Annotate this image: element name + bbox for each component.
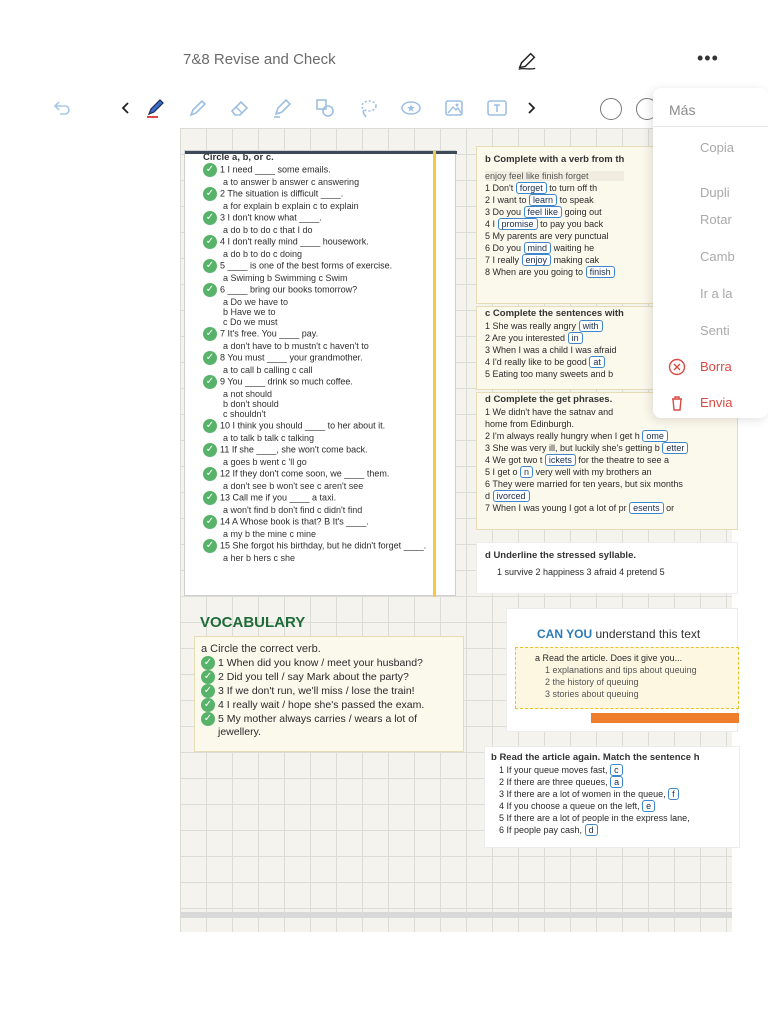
read-b-line bbox=[499, 789, 700, 799]
grammar-question-text: 1 I need ____ some emails. bbox=[220, 164, 331, 175]
check-icon: ✓ bbox=[203, 351, 217, 365]
check-icon: ✓ bbox=[203, 235, 217, 249]
stress-exercise bbox=[485, 551, 665, 577]
chevron-right-icon[interactable] bbox=[519, 96, 543, 120]
grammar-options: a to call b calling c call bbox=[223, 365, 313, 375]
menu-item-duplicate[interactable]: Dupli bbox=[700, 185, 730, 200]
trash-icon bbox=[668, 394, 686, 412]
check-icon: ✓ bbox=[203, 375, 217, 389]
grammar-options: a Do we have to bbox=[223, 297, 289, 307]
exercise-b-line bbox=[485, 231, 624, 241]
exercise-b-line bbox=[485, 255, 624, 265]
exercise-b-header: b Complete with a verb from th bbox=[485, 154, 625, 165]
grammar-question bbox=[203, 235, 426, 249]
exercise-d-suffix: or bbox=[666, 503, 675, 513]
read-b-answer-field[interactable]: c bbox=[610, 764, 623, 776]
menu-divider bbox=[653, 126, 768, 127]
notebook-page[interactable] bbox=[180, 128, 732, 932]
menu-item-direction[interactable]: Senti bbox=[700, 323, 730, 338]
exercise-d-answer-field[interactable]: ome bbox=[642, 430, 668, 442]
stress-card bbox=[476, 542, 738, 594]
exercise-b-prefix: 6 Do you bbox=[485, 243, 522, 253]
grammar-options: c shouldn't bbox=[223, 409, 266, 419]
grammar-question bbox=[203, 515, 426, 529]
check-icon: ✓ bbox=[203, 491, 217, 505]
read-b-line-text: 3 If there are a lot of women in the queue, bbox=[499, 789, 666, 799]
can-you-bold: CAN YOU bbox=[537, 627, 593, 641]
read-b-answer-field[interactable]: a bbox=[610, 776, 623, 788]
read-b-header: b Read the article again. Match the sentence h bbox=[491, 752, 700, 763]
exercise-d-line bbox=[485, 419, 688, 429]
exercise-b bbox=[485, 155, 624, 277]
exercise-c-line bbox=[485, 357, 624, 367]
exercise-d-line bbox=[485, 479, 688, 489]
exercise-d-answer-field[interactable]: ivorced bbox=[493, 490, 530, 502]
exercise-b-suffix: to pay you back bbox=[540, 219, 604, 229]
exercise-b-answer-field[interactable]: promise bbox=[498, 218, 538, 230]
exercise-d-suffix: very well with my brothers an bbox=[535, 467, 652, 477]
exercise-c-prefix: 5 Eating too many sweets and b bbox=[485, 369, 614, 379]
grammar-options: a not should bbox=[223, 389, 273, 399]
grammar-options: a to talk b talk c talking bbox=[223, 433, 315, 443]
vocabulary-title: VOCABULARY bbox=[200, 614, 306, 631]
grammar-question bbox=[203, 187, 426, 201]
read-b-line bbox=[499, 801, 700, 811]
exercise-d-prefix: 4 We got two t bbox=[485, 455, 543, 465]
check-icon: ✓ bbox=[201, 698, 215, 712]
exercise-b-suffix: going out bbox=[564, 207, 602, 217]
read-b-answer-field[interactable]: e bbox=[642, 800, 655, 812]
orange-bar bbox=[591, 713, 739, 723]
grammar-question-text: 2 The situation is difficult ____. bbox=[220, 188, 344, 199]
exercise-d-line bbox=[485, 431, 688, 441]
grammar-question-text: 4 I don't really mind ____ housework. bbox=[220, 236, 369, 247]
exercise-d-prefix: 5 I get o bbox=[485, 467, 518, 477]
vocabulary-card bbox=[194, 636, 464, 752]
vocabulary-line bbox=[201, 712, 424, 726]
check-icon: ✓ bbox=[203, 539, 217, 553]
grammar-options: a won't find b don't find c didn't find bbox=[223, 505, 363, 515]
grammar-question bbox=[203, 351, 426, 365]
exercise-d-answer-field[interactable]: ickets bbox=[545, 454, 576, 466]
text-box-icon[interactable] bbox=[485, 96, 509, 120]
read-b-line-text: 4 If you choose a queue on the left, bbox=[499, 801, 640, 811]
grammar-options: a her b hers c she bbox=[223, 553, 296, 563]
check-icon: ✓ bbox=[203, 259, 217, 273]
check-icon: ✓ bbox=[203, 515, 217, 529]
exercise-d-prefix: home from Edinburgh. bbox=[485, 419, 575, 429]
exercise-c-answer-field[interactable]: in bbox=[568, 332, 583, 344]
vocabulary-line bbox=[201, 726, 424, 739]
grammar-options: a goes b went c 'll go bbox=[223, 457, 307, 467]
exercise-d-answer-field[interactable]: n bbox=[520, 466, 533, 478]
grammar-question-text: 11 If she ____, she won't come back. bbox=[220, 444, 368, 455]
grammar-question bbox=[203, 443, 426, 457]
exercise-d-prefix: 1 We didn't have the satnav and bbox=[485, 407, 614, 417]
more-options-button[interactable]: ••• bbox=[697, 48, 719, 68]
delete-icon bbox=[668, 358, 686, 376]
document-title: 7&8 Revise and Check bbox=[183, 51, 336, 68]
grammar-question-text: 13 Call me if you ____ a taxi. bbox=[220, 492, 337, 503]
exercise-c-line bbox=[485, 333, 624, 343]
exercise-d-line bbox=[485, 467, 688, 477]
grammar-question-text: 3 I don't know what ____. bbox=[220, 212, 322, 223]
vocabulary-line-text: 2 Did you tell / say Mark about the party? bbox=[218, 670, 409, 683]
check-icon: ✓ bbox=[203, 187, 217, 201]
grammar-question bbox=[203, 327, 426, 341]
exercise-d-prefix: 7 When I was young I got a lot of pr bbox=[485, 503, 627, 513]
menu-item-change[interactable]: Camb bbox=[700, 249, 735, 264]
read-b-line-text: 1 If your queue moves fast, bbox=[499, 765, 608, 775]
card-side-rule bbox=[433, 151, 436, 597]
exercise-d-header: d Complete the get phrases. bbox=[485, 394, 613, 405]
menu-item-delete[interactable]: Borra bbox=[700, 359, 732, 374]
can-you-rest: understand this text bbox=[595, 627, 701, 641]
exercise-c-prefix: 3 When I was a child I was afraid bbox=[485, 345, 617, 355]
exercise-b-answer-field[interactable]: feel like bbox=[524, 206, 563, 218]
page-separator bbox=[180, 912, 732, 918]
exercise-b-line bbox=[485, 267, 624, 277]
exercise-b-line bbox=[485, 243, 624, 253]
exercise-b-wordbank: enjoy feel like finish forget bbox=[485, 171, 624, 181]
exercise-d-prefix: 3 She was very ill, but luckily she's getting b bbox=[485, 443, 660, 453]
check-icon: ✓ bbox=[201, 684, 215, 698]
exercise-b-suffix: making cak bbox=[553, 255, 600, 265]
menu-item-send[interactable]: Envia bbox=[700, 395, 733, 410]
vocabulary-line-text: 4 I really wait / hope she's passed the exam. bbox=[218, 698, 425, 711]
grammar-question-text: 8 You must ____ your grandmother. bbox=[220, 352, 363, 363]
vocabulary-exercise bbox=[201, 643, 424, 739]
exercise-c-answer-field[interactable]: at bbox=[589, 356, 605, 368]
grammar-question bbox=[203, 283, 426, 297]
exercise-d-suffix: for the theatre to see a bbox=[578, 455, 669, 465]
exercise-b-prefix: 8 When are you going to bbox=[485, 267, 584, 277]
exercise-b-line bbox=[485, 207, 624, 217]
menu-item-copy[interactable]: Copia bbox=[700, 140, 734, 155]
exercise-d-line bbox=[485, 455, 688, 465]
exercise-c-prefix: 2 Are you interested bbox=[485, 333, 566, 343]
exercise-b-prefix: 3 Do you bbox=[485, 207, 522, 217]
exercise-c-prefix: 1 She was really angry bbox=[485, 321, 577, 331]
chevron-left-icon[interactable] bbox=[114, 96, 138, 120]
can-you-option[interactable]: 2 the history of queuing bbox=[545, 677, 639, 687]
shapes-icon[interactable] bbox=[313, 96, 337, 120]
grammar-options: a don't have to b mustn't c haven't to bbox=[223, 341, 369, 351]
grammar-question-text: 10 I think you should ____ to her about it. bbox=[220, 420, 386, 431]
grammar-question bbox=[203, 467, 426, 481]
check-icon: ✓ bbox=[201, 712, 215, 726]
vocabulary-line bbox=[201, 698, 424, 712]
grammar-options: a to answer b answer c answering bbox=[223, 177, 360, 187]
grammar-questions bbox=[203, 153, 426, 563]
check-icon: ✓ bbox=[201, 670, 215, 684]
exercise-d-line bbox=[485, 491, 688, 501]
grammar-options: a do b to do c doing bbox=[223, 249, 303, 259]
read-b-card bbox=[484, 746, 740, 848]
grammar-options: a for explain b explain c to explain bbox=[223, 201, 359, 211]
grammar-header: Circle a, b, or c. bbox=[203, 152, 274, 163]
can-you-exercise bbox=[535, 653, 697, 699]
sticker-icon[interactable] bbox=[399, 96, 423, 120]
read-b-answer-field[interactable]: f bbox=[668, 788, 679, 800]
exercise-b-answer-field[interactable]: forget bbox=[516, 182, 547, 194]
exercise-d-prefix: d bbox=[485, 491, 491, 501]
stress-words: 1 survive 2 happiness 3 afraid 4 pretend 5 bbox=[497, 567, 665, 577]
grammar-question bbox=[203, 163, 426, 177]
exercise-b-answer-field[interactable]: enjoy bbox=[522, 254, 552, 266]
exercise-d-line bbox=[485, 503, 688, 513]
check-icon: ✓ bbox=[203, 283, 217, 297]
vocabulary-line bbox=[201, 684, 424, 698]
grammar-question-text: 9 You ____ drink so much coffee. bbox=[220, 376, 353, 387]
check-icon: ✓ bbox=[203, 443, 217, 457]
grammar-question bbox=[203, 539, 426, 553]
check-icon: ✓ bbox=[203, 419, 217, 433]
exercise-b-answer-field[interactable]: learn bbox=[529, 194, 557, 206]
grammar-question bbox=[203, 259, 426, 273]
context-menu bbox=[653, 88, 768, 418]
exercise-b-suffix: to turn off th bbox=[549, 183, 598, 193]
exercise-b-prefix: 2 I want to bbox=[485, 195, 527, 205]
grammar-card bbox=[184, 150, 456, 596]
eraser-icon[interactable] bbox=[228, 96, 252, 120]
grammar-question-text: 6 ____ bring our books tomorrow? bbox=[220, 284, 358, 295]
image-icon[interactable] bbox=[442, 96, 466, 120]
vocabulary-line-text: 5 My mother always carries / wears a lot of bbox=[218, 712, 417, 725]
pen-mode-icon[interactable] bbox=[516, 50, 538, 72]
exercise-b-line bbox=[485, 195, 624, 205]
check-icon: ✓ bbox=[203, 163, 217, 177]
grammar-options: a Swiming b Swimming c Swim bbox=[223, 273, 348, 283]
menu-title: Más bbox=[669, 102, 696, 118]
exercise-b-suffix: to speak bbox=[559, 195, 594, 205]
exercise-c-answer-field[interactable]: with bbox=[579, 320, 603, 332]
grammar-question-text: 15 She forgot his birthday, but he didn't forget ____. bbox=[220, 540, 427, 551]
exercise-c-prefix: 4 I'd really like to be good bbox=[485, 357, 587, 367]
vocabulary-line-text: 1 When did you know / meet your husband? bbox=[218, 656, 423, 669]
read-b-line bbox=[499, 825, 700, 835]
exercise-b-answer-field[interactable]: mind bbox=[524, 242, 552, 254]
grammar-question bbox=[203, 375, 426, 389]
read-b-line bbox=[499, 813, 700, 823]
exercise-d-answer-field[interactable]: esents bbox=[629, 502, 664, 514]
read-b-answer-field[interactable]: d bbox=[585, 824, 598, 836]
exercise-b-prefix: 7 I really bbox=[485, 255, 520, 265]
grammar-options: b don't should bbox=[223, 399, 279, 409]
grammar-options: a my b the mine c mine bbox=[223, 529, 317, 539]
grammar-question-text: 12 If they don't come soon, we ____ them. bbox=[220, 468, 390, 479]
lasso-icon[interactable] bbox=[356, 96, 380, 120]
exercise-b-prefix: 1 Don't bbox=[485, 183, 514, 193]
grammar-options: a do b to do c that I do bbox=[223, 225, 313, 235]
exercise-b-suffix: waiting he bbox=[553, 243, 595, 253]
grammar-question-text: 14 A Whose book is that? B It's ____. bbox=[220, 516, 369, 527]
exercise-d-answer-field[interactable]: etter bbox=[662, 442, 688, 454]
exercise-b-prefix: 5 My parents are very punctual bbox=[485, 231, 609, 241]
grammar-question bbox=[203, 419, 426, 433]
read-b-line-text: 2 If there are three queues, bbox=[499, 777, 608, 787]
exercise-b-answer-field[interactable]: finish bbox=[586, 266, 615, 278]
can-you-option[interactable]: 1 explanations and tips about queuing bbox=[545, 665, 697, 675]
exercise-c-header: c Complete the sentences with bbox=[485, 308, 624, 319]
exercise-d-line bbox=[485, 443, 688, 453]
vocabulary-line bbox=[201, 656, 424, 670]
grammar-question bbox=[203, 491, 426, 505]
highlighter-icon[interactable] bbox=[270, 96, 294, 120]
can-you-option[interactable]: 3 stories about queuing bbox=[545, 689, 639, 699]
exercise-b-prefix: 4 I bbox=[485, 219, 496, 229]
vocabulary-line bbox=[201, 670, 424, 684]
can-you-card bbox=[506, 608, 738, 732]
undo-icon[interactable] bbox=[50, 96, 74, 120]
read-b-line bbox=[499, 777, 700, 787]
exercise-c-line bbox=[485, 321, 624, 331]
read-b-line bbox=[499, 765, 700, 775]
check-icon: ✓ bbox=[203, 467, 217, 481]
grammar-options: a don't see b won't see c aren't see bbox=[223, 481, 364, 491]
check-icon: ✓ bbox=[203, 211, 217, 225]
read-b-exercise bbox=[491, 753, 700, 835]
read-b-line-text: 5 If there are a lot of people in the express lane, bbox=[499, 813, 690, 823]
read-b-line-text: 6 If people pay cash, bbox=[499, 825, 583, 835]
exercise-c bbox=[485, 309, 624, 379]
menu-item-rotate[interactable]: Rotar bbox=[700, 212, 732, 227]
vocabulary-line-text: jewellery. bbox=[218, 726, 261, 738]
grammar-question-text: 5 ____ is one of the best forms of exercise. bbox=[220, 260, 393, 271]
grammar-question bbox=[203, 211, 426, 225]
vocabulary-line-text: 3 If we don't run, we'll miss / lose the train! bbox=[218, 684, 415, 697]
exercise-d-prefix: 6 They were married for ten years, but six months bbox=[485, 479, 683, 489]
check-icon: ✓ bbox=[201, 656, 215, 670]
stress-header: d Underline the stressed syllable. bbox=[485, 550, 636, 561]
can-you-title bbox=[537, 627, 700, 641]
can-you-header: a Read the article. Does it give you... bbox=[535, 653, 683, 663]
exercise-b-line bbox=[485, 219, 624, 229]
exercise-d-prefix: 2 I'm always really hungry when I get h bbox=[485, 431, 640, 441]
exercise-b-line bbox=[485, 183, 624, 193]
pencil-icon[interactable] bbox=[186, 96, 210, 120]
pen-icon[interactable] bbox=[144, 96, 168, 120]
exercise-c-line bbox=[485, 369, 624, 379]
color-swatch-white[interactable] bbox=[600, 98, 622, 120]
grammar-question-text: 7 It's free. You ____ pay. bbox=[220, 328, 319, 339]
grammar-options: c Do we must bbox=[223, 317, 278, 327]
exercise-c-line bbox=[485, 345, 624, 355]
check-icon: ✓ bbox=[203, 327, 217, 341]
vocabulary-header: a Circle the correct verb. bbox=[201, 643, 321, 655]
grammar-options: b Have we to bbox=[223, 307, 276, 317]
menu-item-go-to[interactable]: Ir a la bbox=[700, 286, 733, 301]
